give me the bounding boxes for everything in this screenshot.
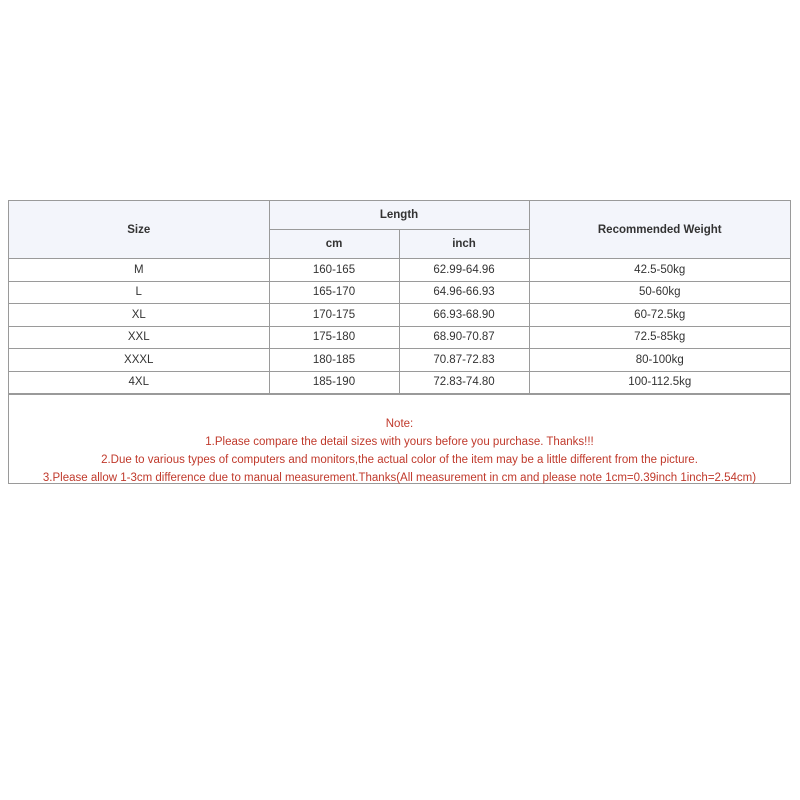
size-cell: M [9, 259, 269, 282]
inch-header: inch [399, 230, 529, 259]
header-row-1 [9, 201, 790, 230]
table-header [9, 201, 790, 259]
note-line: 1.Please compare the detail sizes with yours before you purchase. Thanks!!! [205, 436, 594, 448]
weight-cell: 50-60kg [529, 281, 790, 304]
weight-cell: 100-112.5kg [529, 371, 790, 394]
table-row [9, 259, 790, 282]
note-line: 3.Please allow 1-3cm difference due to manual measurement.Thanks(All measurement in cm and please note 1cm=0.39inch 1inch=2.54cm) [42, 472, 757, 484]
cm-cell: 175-180 [269, 326, 399, 349]
notes-section [9, 394, 790, 483]
weight-cell: 42.5-50kg [529, 259, 790, 282]
inch-cell: 64.96-66.93 [399, 281, 529, 304]
size-cell: XXXL [9, 349, 269, 372]
table-row [9, 281, 790, 304]
weight-cell: 72.5-85kg [529, 326, 790, 349]
inch-cell: 68.90-70.87 [399, 326, 529, 349]
table-row [9, 326, 790, 349]
size-chart [8, 200, 791, 484]
cm-cell: 165-170 [269, 281, 399, 304]
size-cell: XXL [9, 326, 269, 349]
inch-cell: 70.87-72.83 [399, 349, 529, 372]
inch-cell: 62.99-64.96 [399, 259, 529, 282]
size-cell: 4XL [9, 371, 269, 394]
notes-title: Note: [385, 418, 414, 430]
length-header: Length [269, 201, 529, 230]
weight-cell: 60-72.5kg [529, 304, 790, 327]
cm-cell: 180-185 [269, 349, 399, 372]
cm-header: cm [269, 230, 399, 259]
table-body [9, 259, 790, 394]
weight-header: Recommended Weight [529, 201, 790, 259]
size-header: Size [9, 201, 269, 259]
size-table [9, 201, 790, 394]
size-cell: L [9, 281, 269, 304]
table-row [9, 371, 790, 394]
cm-cell: 160-165 [269, 259, 399, 282]
weight-cell: 80-100kg [529, 349, 790, 372]
inch-cell: 66.93-68.90 [399, 304, 529, 327]
table-row [9, 304, 790, 327]
size-cell: XL [9, 304, 269, 327]
note-line: 2.Due to various types of computers and monitors,the actual color of the item may be a little different from the picture. [101, 454, 698, 466]
inch-cell: 72.83-74.80 [399, 371, 529, 394]
cm-cell: 185-190 [269, 371, 399, 394]
table-row [9, 349, 790, 372]
cm-cell: 170-175 [269, 304, 399, 327]
